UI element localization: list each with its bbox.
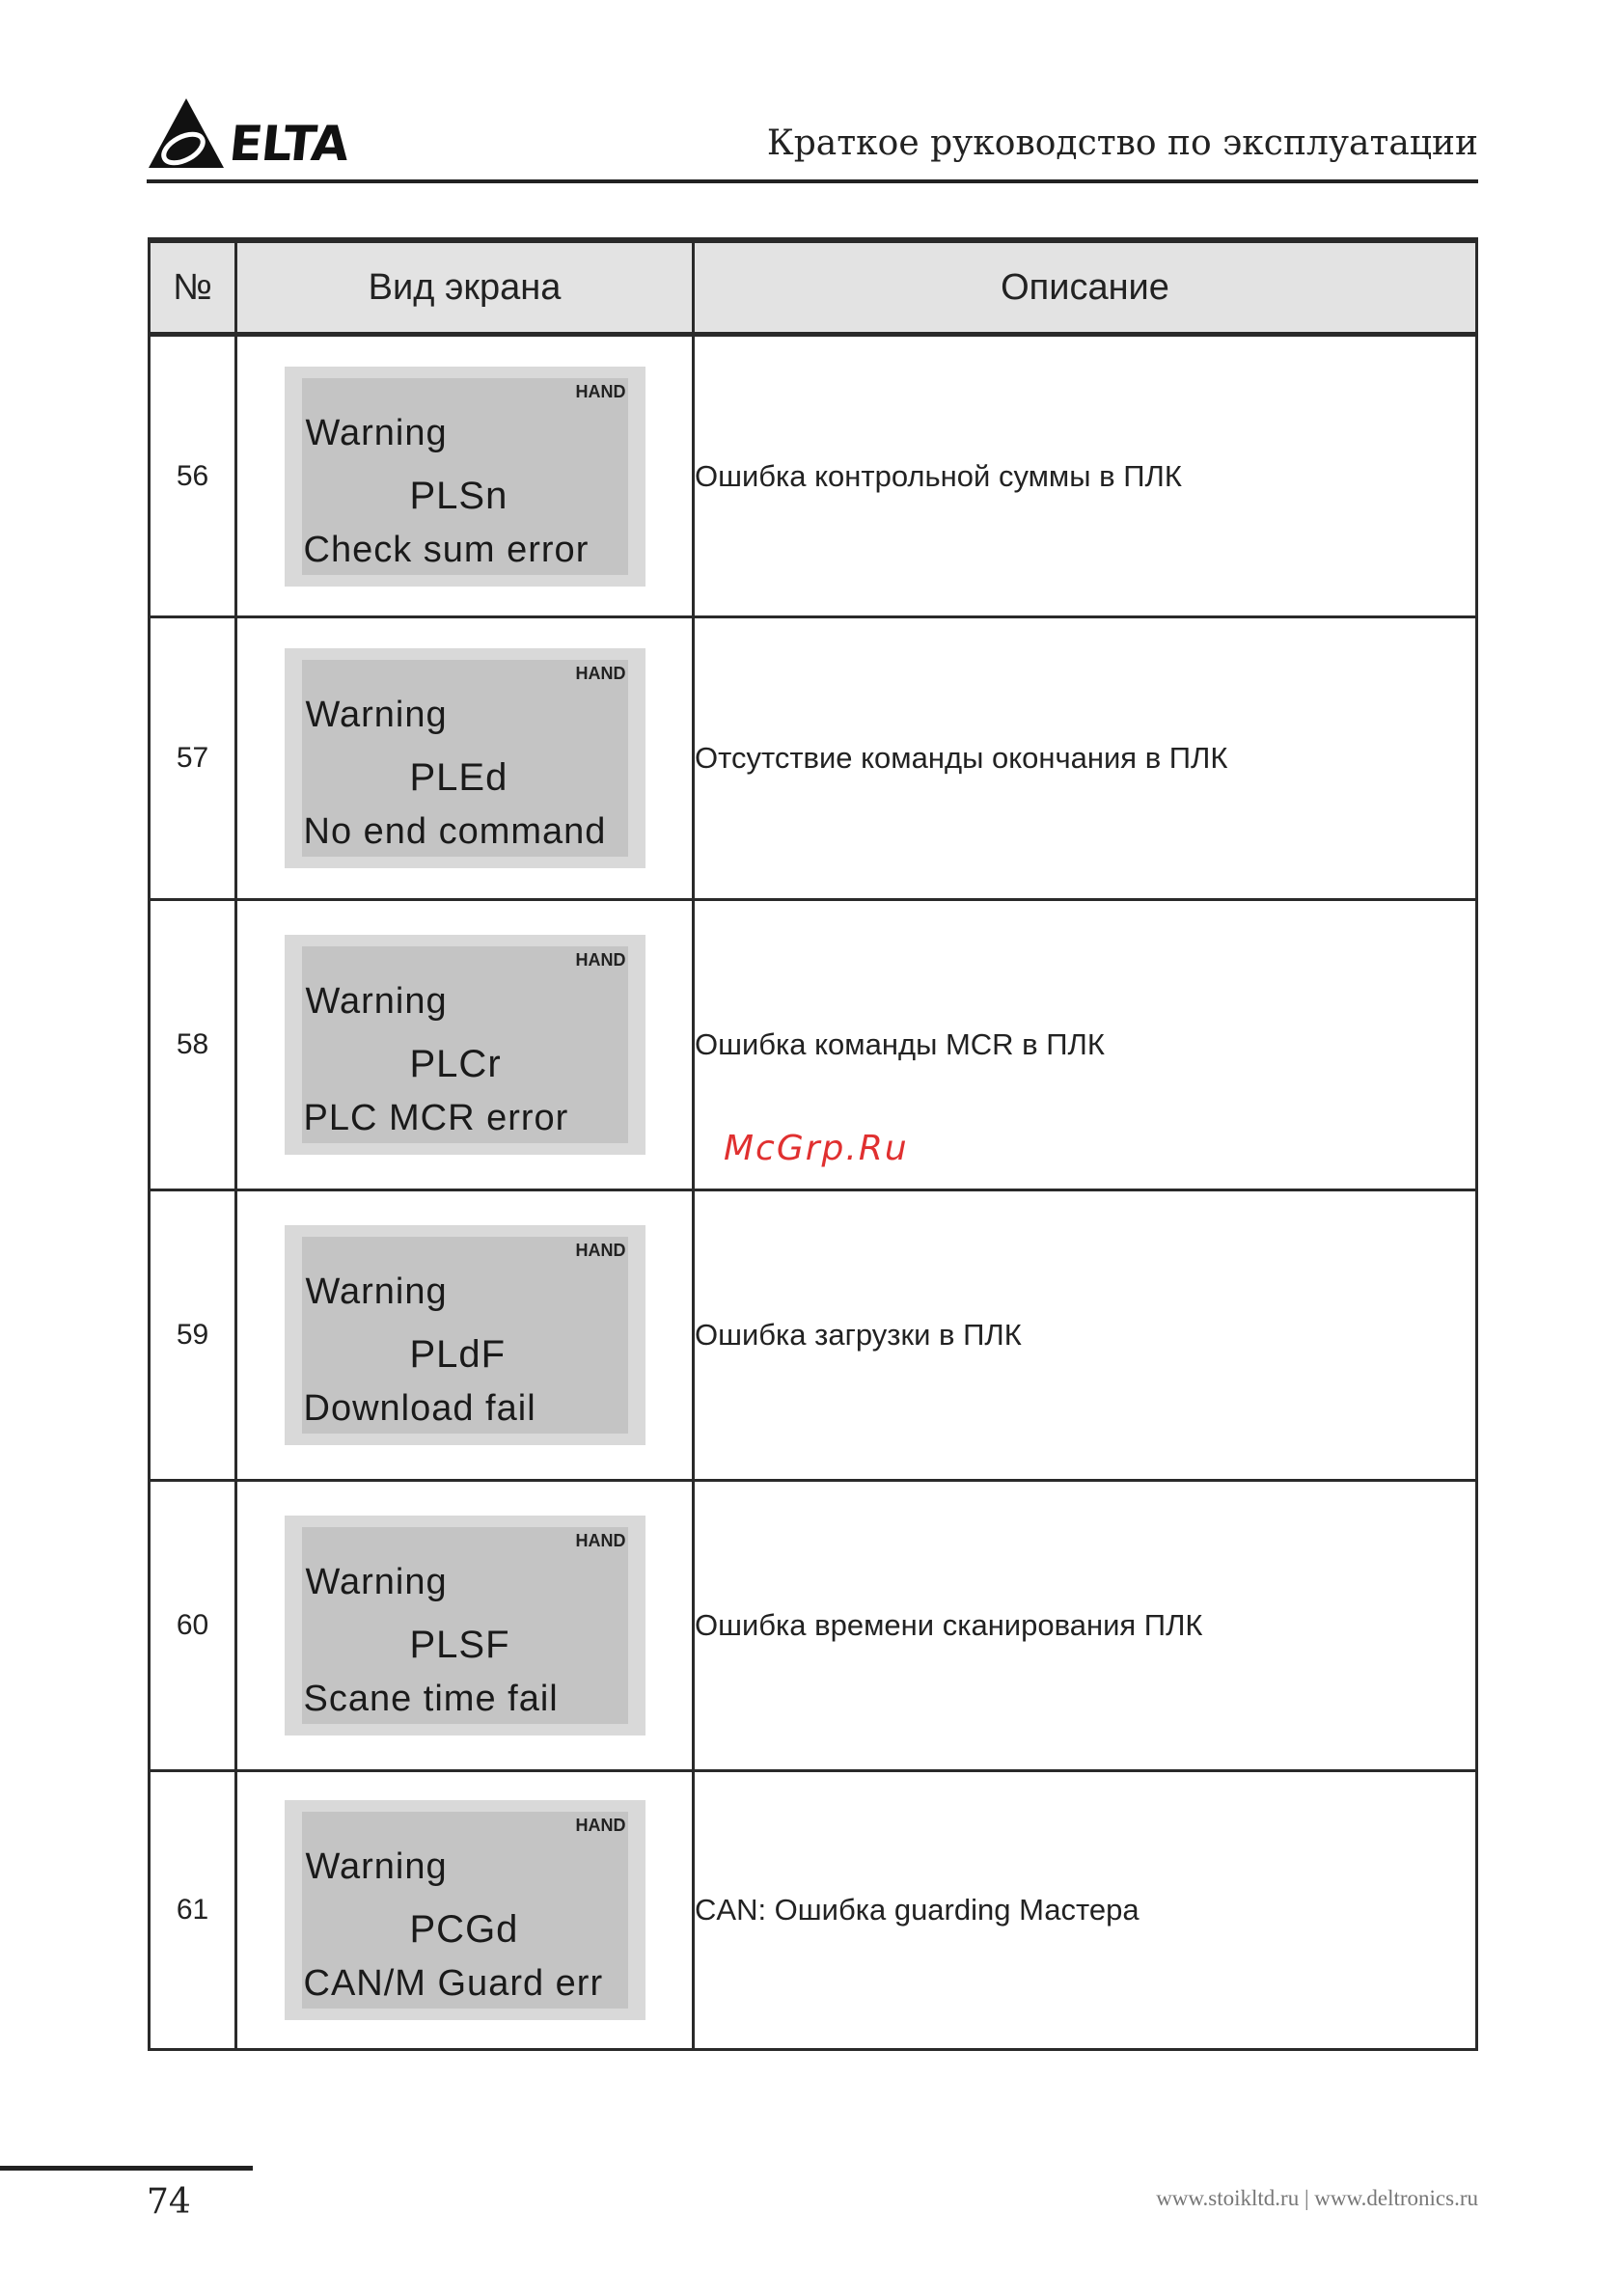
footer-links: www.stoikltd.ru | www.deltronics.ru — [1156, 2186, 1478, 2210]
watermark-text: McGrp.Ru — [724, 1129, 909, 1168]
lcd-line-warning: Warning — [305, 1271, 448, 1312]
screen-cell — [236, 1481, 694, 1771]
screen-cell — [236, 617, 694, 900]
page-header — [147, 93, 1478, 183]
delta-triangle-icon — [147, 96, 226, 170]
lcd-warning-code: PLSn — [409, 474, 508, 517]
lcd-line-message: No end command — [303, 811, 607, 852]
lcd-line-message: Scane time fail — [303, 1679, 559, 1719]
lcd-warning-code: PLSF — [409, 1624, 510, 1666]
lcd-warning-code: PLCr — [409, 1043, 502, 1085]
row-description: CAN: Ошибка guarding Мастера — [694, 1771, 1477, 2050]
lcd-warning-code: PLEd — [409, 756, 508, 799]
screen-cell — [236, 335, 694, 617]
table-row — [150, 1771, 1477, 2050]
lcd-line-message: PLC MCR error — [303, 1098, 569, 1138]
page-number: 74 — [147, 2182, 191, 2222]
lcd-hand-indicator: HAND — [575, 950, 626, 970]
lcd-display — [285, 1225, 645, 1445]
row-number: 60 — [150, 1481, 236, 1771]
logo-text: ELTA — [226, 116, 351, 172]
lcd-line-message: Download fail — [303, 1388, 536, 1429]
lcd-hand-indicator: HAND — [575, 1816, 626, 1835]
lcd-line-warning: Warning — [305, 695, 448, 735]
lcd-line-warning: Warning — [305, 412, 448, 453]
document-title: Краткое руководство по эксплуатации — [766, 123, 1478, 163]
lcd-hand-indicator: HAND — [575, 381, 626, 401]
lcd-line-warning: Warning — [305, 1846, 448, 1887]
lcd-display — [285, 1516, 645, 1736]
table-row — [150, 335, 1477, 617]
table-row — [150, 1190, 1477, 1481]
lcd-hand-indicator: HAND — [575, 664, 626, 683]
lcd-hand-indicator: HAND — [575, 1531, 626, 1550]
column-header-screen: Вид экрана — [236, 240, 694, 335]
delta-logo — [147, 93, 351, 172]
row-number: 58 — [150, 900, 236, 1190]
table-row — [150, 1481, 1477, 1771]
row-description: Ошибка загрузки в ПЛК — [694, 1190, 1477, 1481]
lcd-warning-code: PCGd — [409, 1908, 519, 1951]
screen-cell — [236, 1771, 694, 2050]
screen-cell — [236, 1190, 694, 1481]
lcd-display — [285, 1800, 645, 2020]
lcd-line-message: CAN/M Guard err — [303, 1963, 604, 2004]
lcd-line-warning: Warning — [305, 1562, 448, 1602]
lcd-line-message: Check sum error — [303, 529, 590, 570]
lcd-line-warning: Warning — [305, 981, 448, 1022]
lcd-warning-code: PLdF — [409, 1333, 507, 1376]
table-header-row — [150, 240, 1477, 335]
header-divider — [147, 179, 1478, 183]
row-number: 57 — [150, 617, 236, 900]
column-header-number: № — [150, 240, 236, 335]
row-number: 56 — [150, 335, 236, 617]
lcd-display — [285, 648, 645, 868]
lcd-hand-indicator: HAND — [575, 1241, 626, 1260]
footer-divider — [0, 2166, 253, 2171]
row-number: 59 — [150, 1190, 236, 1481]
lcd-display — [285, 935, 645, 1155]
lcd-display — [285, 367, 645, 587]
column-header-description: Описание — [694, 240, 1477, 335]
table-row — [150, 617, 1477, 900]
screen-cell — [236, 900, 694, 1190]
row-number: 61 — [150, 1771, 236, 2050]
row-description: Отсутствие команды окончания в ПЛК — [694, 617, 1477, 900]
row-description: Ошибка контрольной суммы в ПЛК — [694, 335, 1477, 617]
row-description: Ошибка команды MCR в ПЛК — [694, 900, 1477, 1190]
row-description: Ошибка времени сканирования ПЛК — [694, 1481, 1477, 1771]
